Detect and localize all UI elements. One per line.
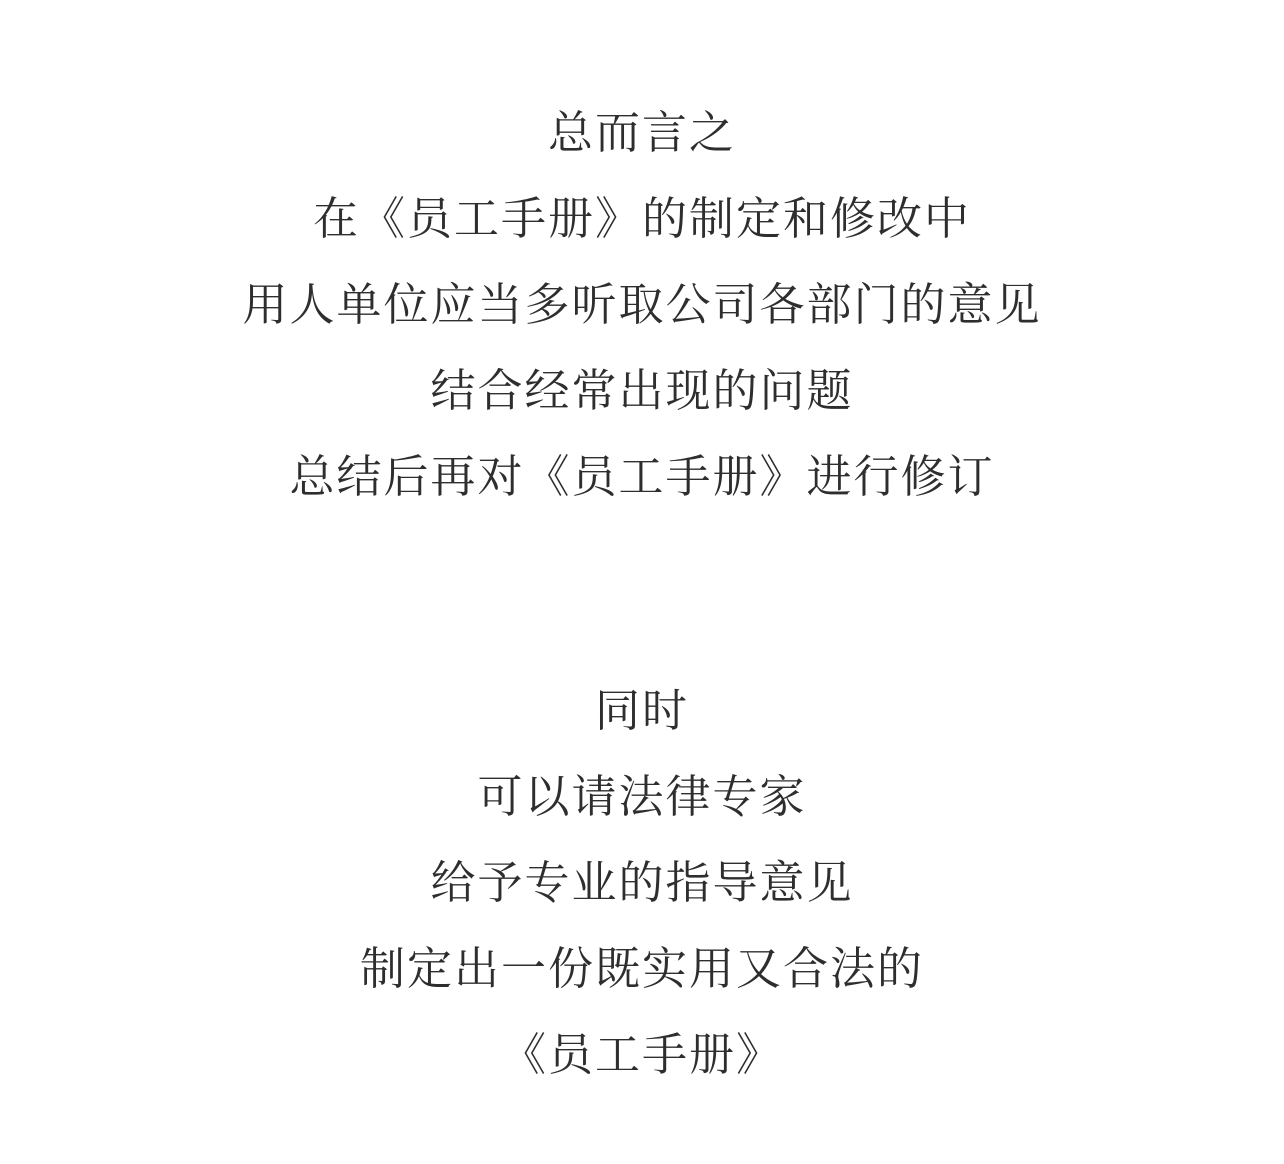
paragraph-block-2 bbox=[60, 668, 1224, 1098]
text-line: 总而言之 bbox=[547, 106, 736, 159]
text-line: 用人单位应当多听取公司各部门的意见 bbox=[242, 278, 1042, 331]
text-line: 结合经常出现的问题 bbox=[430, 364, 854, 417]
text-line: 在《员工手册》的制定和修改中 bbox=[312, 192, 971, 245]
text-line: 给予专业的指导意见 bbox=[430, 856, 854, 909]
text-line: 同时 bbox=[594, 684, 689, 737]
text-line: 可以请法律专家 bbox=[477, 770, 807, 823]
text-line: 《员工手册》 bbox=[500, 1028, 783, 1081]
text-line: 制定出一份既实用又合法的 bbox=[359, 942, 924, 995]
text-line: 总结后再对《员工手册》进行修订 bbox=[289, 450, 995, 503]
paragraph-block-1 bbox=[60, 90, 1224, 520]
